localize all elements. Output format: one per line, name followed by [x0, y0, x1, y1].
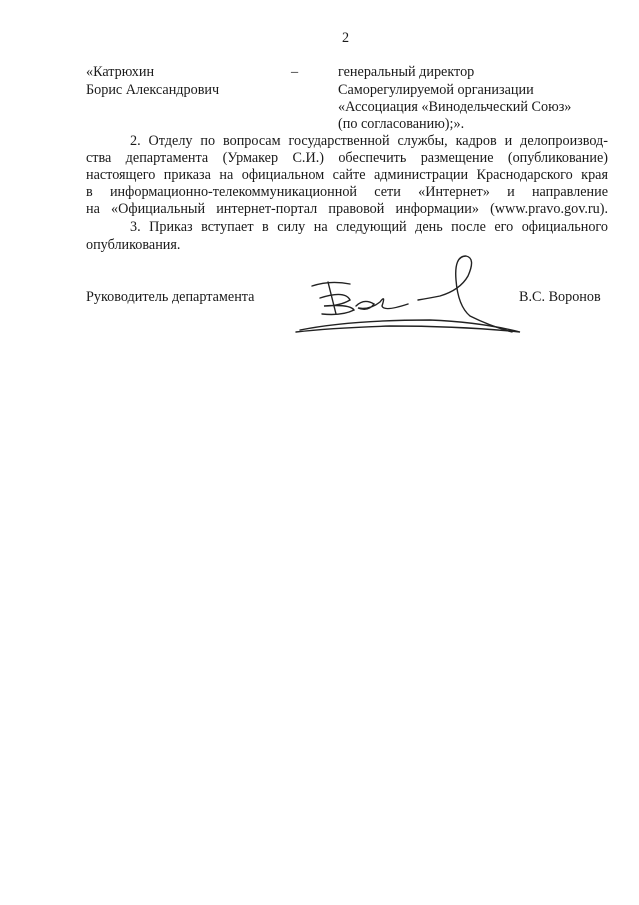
signature-name: В.С. Воронов: [519, 289, 601, 305]
paragraph2-line: в информационно-телекоммуникационной сети «Интернет» и направление: [86, 184, 608, 200]
paragraph2-line: на «Официальный интернет-портал правовой информации» (www.pravo.gov.ru).: [86, 201, 608, 217]
member-role-line: (по согласованию);».: [338, 116, 465, 132]
member-role-line: Саморегулируемой организации: [338, 82, 534, 98]
paragraph3-line: 3. Приказ вступает в силу на следующий день после его официального: [130, 219, 608, 235]
page-number: 2: [342, 30, 350, 46]
member-name-line1: «Катрюхин: [86, 64, 155, 80]
signature-position: Руководитель департамента: [86, 289, 255, 305]
paragraph2-line: настоящего приказа на официальном сайте администрации Краснодарского края: [86, 167, 608, 183]
member-role-line: «Ассоциация «Винодельческий Союз»: [338, 99, 572, 115]
paragraph2-line: 2. Отделу по вопросам государственной службы, кадров и делопроизвод-: [130, 133, 608, 149]
member-role-line: генеральный директор: [338, 64, 475, 80]
paragraph2-line: ства департамента (Урмакер С.И.) обеспечить размещение (опубликование): [86, 150, 608, 166]
member-dash: –: [291, 64, 299, 80]
paragraph3-line: опубликования.: [86, 237, 181, 253]
member-name-line2: Борис Александрович: [86, 82, 220, 98]
handwritten-signature: [290, 250, 530, 340]
